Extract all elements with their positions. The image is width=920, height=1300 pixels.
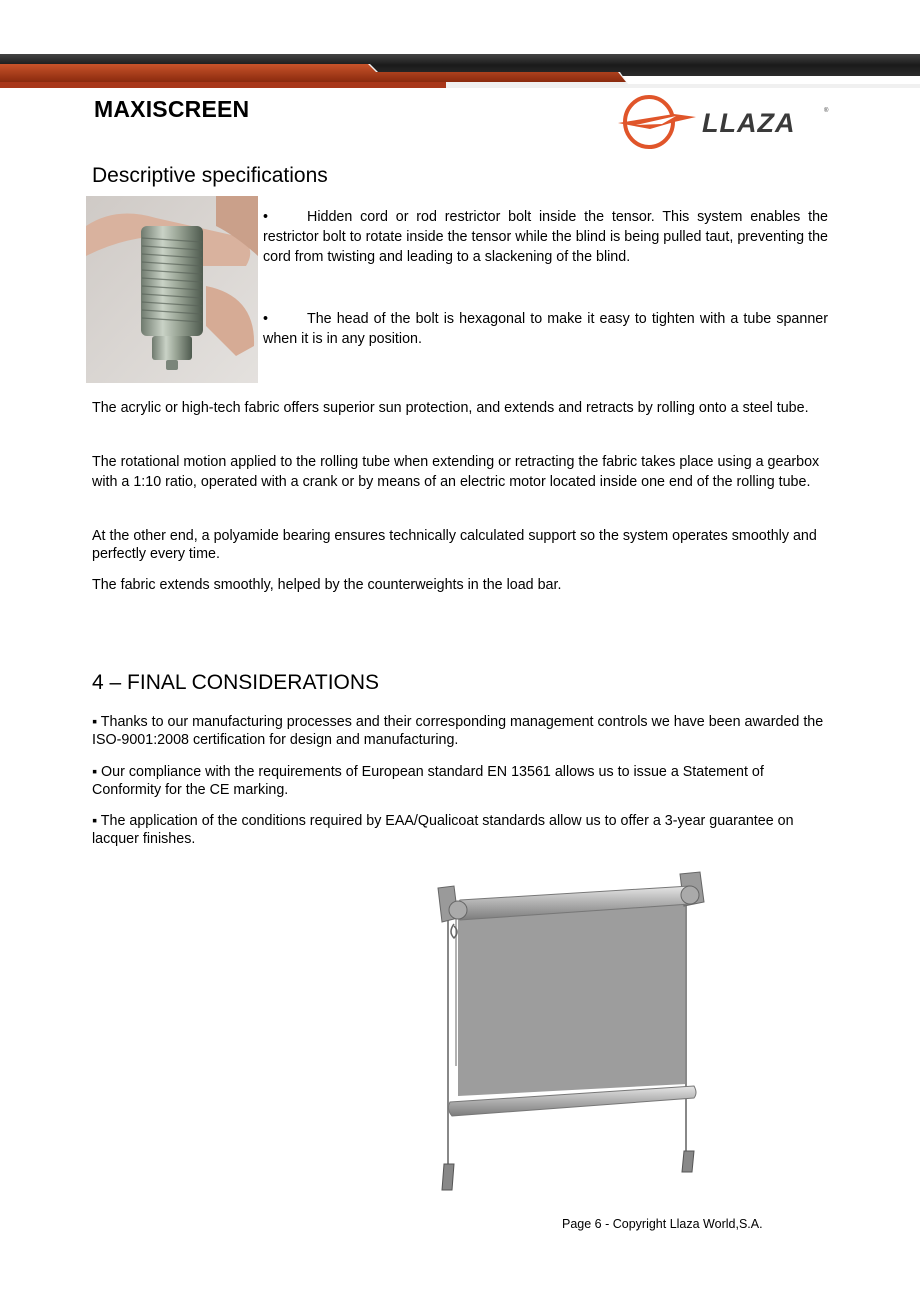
llaza-logo bbox=[616, 92, 832, 152]
spec-paragraph-2: The rotational motion applied to the rolling tube when extending or retracting the fabric takes place using a gearbox with a 1:10 ratio, operated with a crank or by means of an electric motor located inside one end of the rolling tube. bbox=[92, 454, 820, 490]
final-item-3: ▪ The application of the conditions required by EAA/Qualicoat standards allow us to offer a 3-year guarantee on lacquer finishes. bbox=[92, 813, 794, 847]
spec-bullet-2: • The head of the bolt is hexagonal to make it easy to tighten with a tube spanner when it is in any position. bbox=[263, 311, 828, 347]
specs-heading: Descriptive specifications bbox=[92, 164, 328, 187]
spec-paragraph-4: The fabric extends smoothly, helped by the counterweights in the load bar. bbox=[92, 577, 562, 593]
page-footer: Page 6 - Copyright Llaza World,S.A. bbox=[562, 1217, 763, 1231]
header-band bbox=[0, 54, 920, 90]
svg-text:®: ® bbox=[824, 108, 829, 114]
roller-blind-illustration bbox=[432, 866, 712, 1196]
spec-bullet-1: • Hidden cord or rod restrictor bolt inside the tensor. This system enables the restrictor bolt to rotate inside the tensor while the blind is being pulled taut, preventing the cord from twisting and leading to a slackening of the blind. bbox=[263, 209, 828, 265]
final-item-1: ▪ Thanks to our manufacturing processes and their corresponding management controls we have been awarded the ISO-9001:2008 certification for design and manufacturing. bbox=[92, 714, 824, 748]
spec-paragraph-3: At the other end, a polyamide bearing ensures technically calculated support so the system operates smoothly and perfectly every time. bbox=[92, 528, 817, 562]
spec-paragraph-1: The acrylic or high-tech fabric offers superior sun protection, and extends and retracts by rolling onto a steel tube. bbox=[92, 400, 809, 416]
final-considerations-heading: 4 – FINAL CONSIDERATIONS bbox=[92, 671, 380, 694]
logo-text: LLAZA bbox=[702, 108, 796, 138]
restrictor-bolt-photo bbox=[86, 196, 258, 383]
final-item-2: ▪ Our compliance with the requirements of European standard EN 13561 allows us to issue a Statement of Conformity for the CE marking. bbox=[92, 764, 764, 798]
document-title: MAXISCREEN bbox=[94, 96, 250, 122]
